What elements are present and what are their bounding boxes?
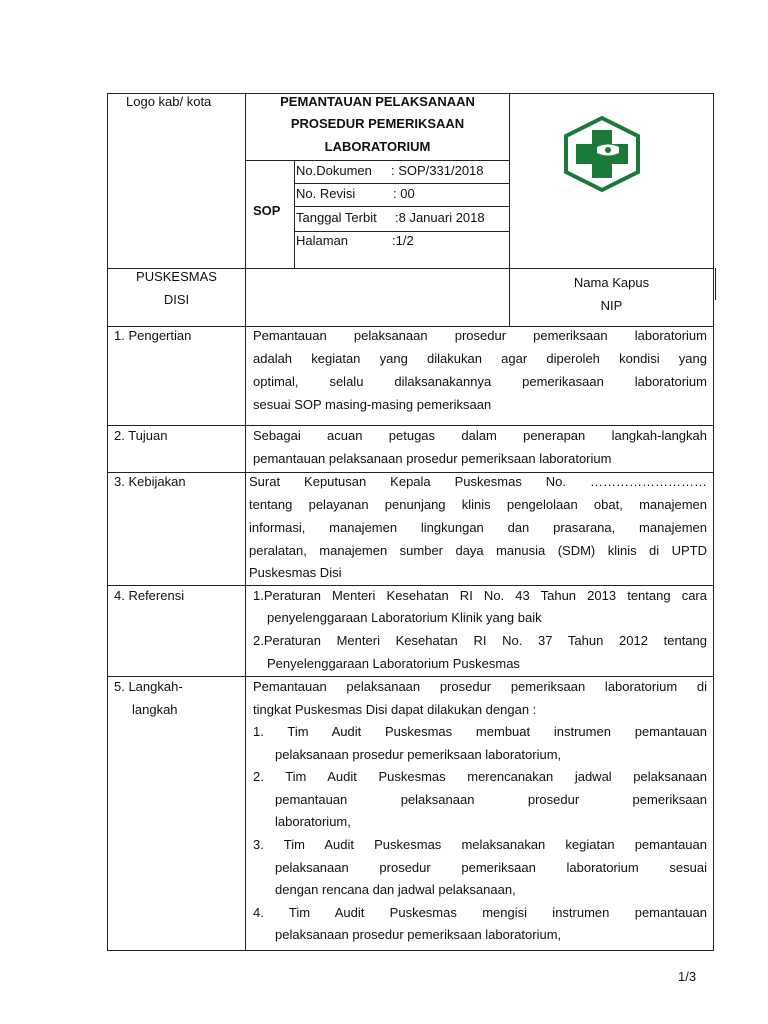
- revision-label: No. Revisi: [296, 186, 356, 201]
- kebijakan-line-4: peralatan, manajemen sumber daya manusia (SDM) klinis di UPTD: [249, 543, 707, 558]
- issue-date-value: :8 Januari 2018: [395, 210, 485, 225]
- kebijakan-line-3: informasi, manajemen lingkungan dan prasarana, manajemen: [249, 520, 707, 535]
- referensi-line-1: 1.Peraturan Menteri Kesehatan RI No. 43 Tahun 2013 tentang cara: [253, 588, 707, 603]
- row-line-3: [107, 585, 714, 586]
- section-label-pengertian: 1. Pengertian: [114, 328, 192, 343]
- kebijakan-line-1: Surat Keputusan Kepala Puskesmas No. ………………………: [249, 474, 707, 489]
- section-label-tujuan: 2. Tujuan: [114, 428, 168, 443]
- border-bottom: [107, 950, 714, 951]
- org-location: DISI: [163, 292, 190, 307]
- section-label-langkah: 5. Langkah-: [114, 679, 183, 694]
- langkah-line-11: 4. Tim Audit Puskesmas mengisi instrumen pemantauan: [253, 905, 707, 920]
- langkah-line-5: 2. Tim Audit Puskesmas merencanakan jadwal pelaksanaan: [253, 769, 707, 784]
- pengertian-line-2: adalah kegiatan yang dilakukan agar diperoleh kondisi yang: [253, 351, 707, 366]
- title-line-3: LABORATORIUM: [324, 139, 431, 154]
- kebijakan-line-2: tentang pelayanan penunjang klinis pengelolaan obat, manajemen: [249, 497, 707, 512]
- doc-number-label: No.Dokumen: [296, 163, 372, 178]
- langkah-line-7: laboratorium,: [275, 814, 351, 829]
- referensi-line-2: penyelenggaraan Laboratorium Klinik yang baik: [267, 610, 542, 625]
- kapus-name: Nama Kapus: [573, 275, 650, 290]
- langkah-line-6: pemantauan pelaksanaan prosedur pemeriksaan: [275, 792, 707, 807]
- row-line-4: [107, 676, 714, 677]
- title-line-2: PROSEDUR PEMERIKSAAN: [290, 116, 465, 131]
- sop-label-divider: [294, 160, 295, 268]
- langkah-line-10: dengan rencana dan jadwal pelaksanaan,: [275, 882, 516, 897]
- puskesmas-logo-icon: [562, 116, 642, 192]
- page-number: 1/3: [678, 969, 697, 984]
- langkah-line-1: Pemantauan pelaksanaan prosedur pemeriksaan laboratorium di: [253, 679, 707, 694]
- column-divider: [245, 93, 246, 950]
- page-count-value: :1/2: [392, 233, 414, 248]
- org-name: PUSKESMAS: [136, 269, 217, 284]
- langkah-line-3: 1. Tim Audit Puskesmas membuat instrumen pemantauan: [253, 724, 707, 739]
- kebijakan-line-5: Puskesmas Disi: [249, 565, 342, 580]
- doc-row-line-1: [294, 183, 509, 184]
- logo-placeholder-label: Logo kab/ kota: [126, 94, 212, 109]
- referensi-line-4: Penyelenggaraan Laboratorium Puskesmas: [267, 656, 520, 671]
- pengertian-line-4: sesuai SOP masing-masing pemeriksaan: [253, 397, 492, 412]
- kapus-nip: NIP: [600, 298, 623, 313]
- pengertian-line-3: optimal, selalu dilaksanakannya pemerikasaan laboratorium: [253, 374, 707, 389]
- tujuan-line-2: pemantauan pelaksanaan prosedur pemeriksaan laboratorium: [253, 451, 612, 466]
- puskesmas-logo: [562, 116, 642, 192]
- langkah-line-12: pelaksanaan prosedur pemeriksaan laboratorium,: [275, 927, 562, 942]
- border-right: [713, 93, 714, 950]
- tujuan-line-1: Sebagai acuan petugas dalam penerapan langkah-langkah: [253, 428, 707, 443]
- langkah-line-2: tingkat Puskesmas Disi dapat dilakukan dengan :: [253, 702, 537, 717]
- row-line-1: [107, 425, 714, 426]
- sop-label: SOP: [253, 203, 281, 218]
- doc-number-value: : SOP/331/2018: [391, 163, 484, 178]
- section-label-referensi: 4. Referensi: [114, 588, 185, 603]
- title-line-1: PEMANTAUAN PELAKSANAAN: [280, 94, 475, 109]
- pengertian-line-1: Pemantauan pelaksanaan prosedur pemeriksaan laboratorium: [253, 328, 707, 343]
- issue-date-label: Tanggal Terbit: [296, 210, 377, 225]
- page-count-label: Halaman: [296, 233, 349, 248]
- title-bottom-line: [245, 160, 509, 161]
- kapus-right-edge: [715, 268, 716, 300]
- langkah-line-4: pelaksanaan prosedur pemeriksaan laboratorium,: [275, 747, 562, 762]
- referensi-line-3: 2.Peraturan Menteri Kesehatan RI No. 37 Tahun 2012 tentang: [253, 633, 707, 648]
- border-left: [107, 93, 108, 950]
- section-label-kebijakan: 3. Kebijakan: [114, 474, 186, 489]
- revision-value: : 00: [393, 186, 415, 201]
- doc-row-line-2: [294, 206, 509, 207]
- section-label-langkah-cont: langkah: [132, 702, 178, 717]
- langkah-line-8: 3. Tim Audit Puskesmas melaksanakan kegiatan pemantauan: [253, 837, 707, 852]
- langkah-line-9: pelaksanaan prosedur pemeriksaan laboratorium sesuai: [275, 860, 707, 875]
